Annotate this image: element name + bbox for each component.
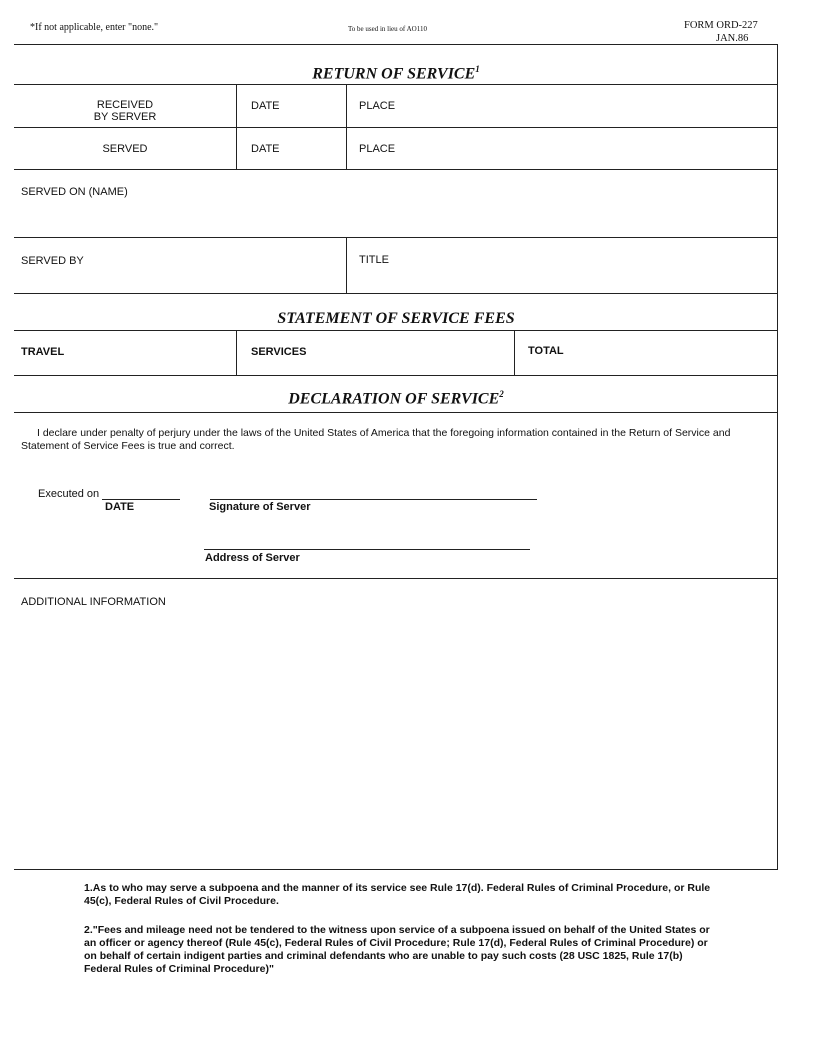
rule-line [14, 578, 778, 579]
service-fees-title: STATEMENT OF SERVICE FEES [277, 310, 515, 327]
rule-line [14, 84, 778, 85]
rule-line [14, 869, 778, 870]
travel-label: TRAVEL [21, 346, 65, 358]
declaration-text: I declare under penalty of perjury under the laws of the United States of America that the foregoing information contained in the Return of Service and Statement of Service Fees is true and correct. [21, 427, 731, 452]
rule-line [14, 169, 778, 170]
services-label: SERVICES [251, 346, 307, 358]
date-line [102, 499, 180, 500]
served-place-label: PLACE [359, 143, 396, 155]
received-place-label: PLACE [359, 100, 396, 112]
return-of-service-title: RETURN OF SERVICE$^1$ [312, 64, 480, 83]
right-border [777, 44, 778, 870]
signature-caption: Signature of Server [209, 501, 311, 513]
served-on-label: SERVED ON (NAME) [21, 186, 128, 198]
declaration-title: DECLARATION OF SERVICE$^2$ [288, 389, 504, 408]
column-divider [236, 84, 237, 169]
address-line [204, 549, 530, 550]
rule-line [14, 237, 778, 238]
executed-on-label: Executed on [38, 488, 100, 500]
footnote-1: 1.As to who may serve a subpoena and the manner of its service see Rule 17(d). Federal Rules of Criminal Procedure, or Rule 45(c), Federal Rules of Civil Procedure. [84, 882, 711, 907]
rule-line [14, 293, 778, 294]
form-number: FORM ORD-227 [684, 20, 758, 31]
server-title-label: TITLE [359, 254, 389, 266]
served-by-label: SERVED BY [21, 255, 84, 267]
form-date: JAN.86 [716, 33, 749, 44]
received-date-label: DATE [251, 100, 280, 112]
additional-info-label: ADDITIONAL INFORMATION [21, 596, 166, 608]
received-by-server-label: RECEIVED BY SERVER [93, 99, 157, 123]
footnote-2: 2."Fees and mileage need not be tendered to the witness upon service of a subpoena issued on behalf of the United States or an officer or agency thereof (Rule 45(c), Federal Rules of Civil Procedure; Rule 17(d), Federal Rules of Criminal Procedure) or on behalf of certain indigent parties and criminal defendants who are unable to pay such costs (28 USC 1825, Rule 17(b) Federal Rules of Criminal Procedure)" [84, 924, 710, 975]
rule-line [14, 44, 778, 45]
rule-line [14, 375, 778, 376]
lieu-note: To be used in lieu of AO110 [348, 25, 427, 33]
served-date-label: DATE [251, 143, 280, 155]
signature-line [210, 499, 537, 500]
rule-line [14, 412, 778, 413]
address-caption: Address of Server [205, 552, 300, 564]
rule-line [14, 127, 778, 128]
not-applicable-note: *If not applicable, enter "none." [30, 22, 159, 33]
column-divider [346, 84, 347, 169]
total-label: TOTAL [528, 345, 564, 357]
rule-line [14, 330, 778, 331]
column-divider [346, 237, 347, 293]
column-divider [514, 330, 515, 375]
column-divider [236, 330, 237, 375]
date-caption: DATE [105, 501, 135, 513]
served-label: SERVED [102, 143, 148, 155]
